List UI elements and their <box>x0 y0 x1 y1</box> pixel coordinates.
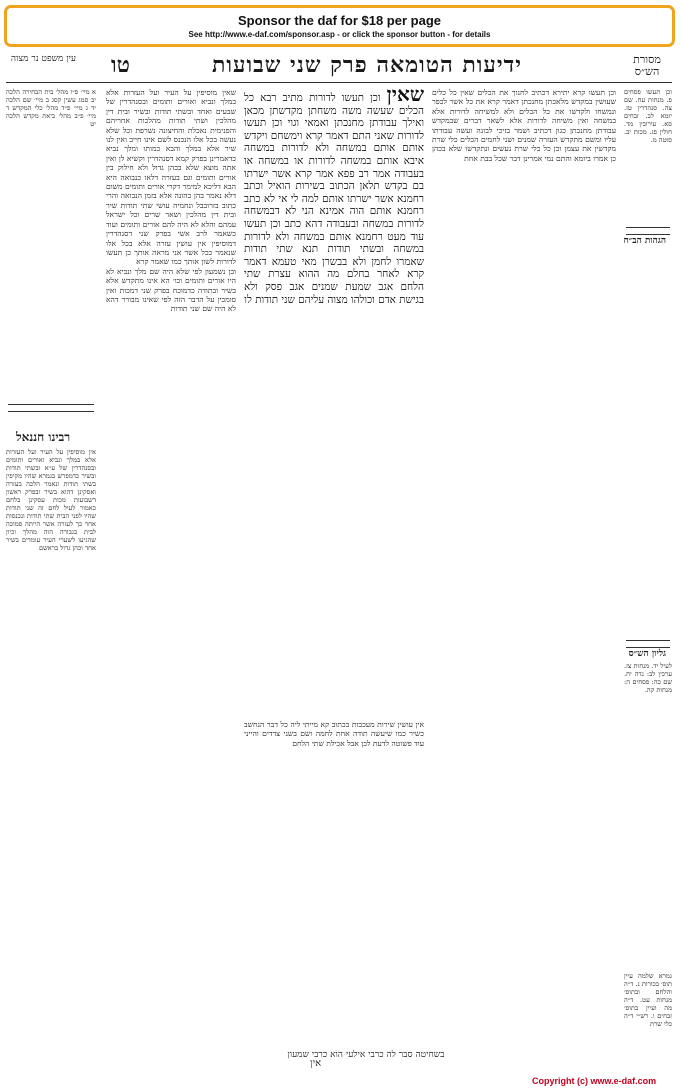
tosafot-lower-text: ובן נשמעון לפי שלא היה שם מלך ונביא לא היו אורים ותומים וכו׳ הא אינו מתקדש אלא בשיר ובתודה כדמוכח בפרק שני דמכות ואין סומכין על הדבר הזה לפי שאינו מבורר דהא לא היה שם שני תודות <box>106 266 236 314</box>
masoret-header: מסורת הש״ס <box>633 53 661 78</box>
masoret-lower <box>624 662 672 962</box>
ornament-divider-2 <box>626 640 670 648</box>
rabbeinu-chananel-text: אין מוסיפין על העיר ועל העזרות אלא במלך ונביא ואורים ותומים ובסנהדרין של ע״א ובשתי תודות ובשיר כדמפרש בגמרא שהיו מקיפין בשתי תודות ונאמר הלכה בעזרה ואסקינן דהוא בשיר ובפרק ראשון דשבועות מכות עסקינן בלחם כאמור לעיל לחם זה שני תודות שהיו לפני הבית שתי תודות ונכנסות אחר כך לעזרה אשר הייתה סמוכה לבית בגבורה הוה מהלך וכיון שהגיעו לשערי העיר עומדים בשיר אחד וכהן גדול בראשם <box>6 448 96 552</box>
copyright-link[interactable]: Copyright (c) www.e-daf.com <box>532 1076 657 1086</box>
ornament-divider <box>626 227 670 235</box>
ornament-divider-3 <box>8 404 94 412</box>
ein-mishpat-header: עין משפט נר מצוה <box>10 54 76 64</box>
rabbeinu-chananel-title: רבינו חננאל <box>16 430 71 444</box>
hagahot-title: הגהות הב״ח <box>623 236 666 246</box>
bottom-line <box>116 1050 616 1070</box>
page-title: ידיעות הטומאה פרק שני שבועות <box>212 52 522 78</box>
talmud-page <box>6 52 672 1072</box>
gilyon-column <box>624 972 672 1052</box>
gilyon-text: גמרא שלמה עיין תוס׳ בכורות נ. ד״ה והלחם ובתוס׳ מנחות עט. ד״ה מה ועיין בתוס׳ זבחים ו. רש״י ד״ה כלי שרת <box>624 972 672 1028</box>
tosafot-column <box>106 88 236 1038</box>
gemara-column <box>244 88 424 708</box>
header-rule <box>6 82 672 83</box>
gilyon-title: גליון הש״ס <box>628 649 666 659</box>
bottom-line-text: בשחיטה סבר לה כרבי אילעי הוא כרבי שמעון <box>287 1050 445 1060</box>
sponsor-banner[interactable] <box>4 5 675 47</box>
tosafot-text: שאין מוסיפין על העיר ועל העזרות אלא במלך ונביא ואורים ותומים ובסנהדרין של שבעים ואחד ובשתי תודות ובשיר ובית דין מהלכין ושתי תודות מהלכות אחריהם והפנימית נאכלת והחיצונה נשרפת וכל שלא נעשה בכל אלו הנכנס לשם אינו חייב ואין לנו שיר אלא במלך והבא כמותו ומלך נביא כדאמרינן בפרק קמא דסנהדרין וקשיא לן ואין אתה מוצא שלא בכהן גדול ולא חילוק בין אורים ותומים וגם בעזרה דלאו כנבואה היא הבא דליכא למימר דקרי אורים ותומים משום דלא נאמר בהן כהונה אלא בזמן הנבואה והרי כתוב בזרובבל ונחמיה עושי שתי תודות שיר ובית דין מהלכין ושאר שרים וכל ישראל עמהם והלא לא היה להם אורים ותומים ועוד כשאמר לרב אשי בפרק שני דסנהדרין דמוסיפין אין עושין עזרה אלא בכל אלו שנאמר ככל אשר אני מראה אותך כן תעשו לדורות לשון אותך כמו שאמר קרא <box>106 88 236 267</box>
gemara-opening-word: שאין <box>386 88 424 106</box>
masoret-lower-text: לעיל יד. מנחות צז. ערכין לב: נדה יח. שם כה: פסחים ה: מנחות קה. <box>624 662 672 694</box>
page-header <box>6 52 672 82</box>
ein-mishpat-column <box>6 88 96 378</box>
sponsor-subtitle[interactable]: See http://www.e-daf.com/sponsor.asp - or click the sponsor button - for details <box>188 30 491 39</box>
rashi-text: וכן תעשו קרא יתירא דכתיב לחנוך את הכלים שאין כל כלים שעושין במקדש מלאכתן מחנכתן דאמר קרא את כל אשר לכפר ונמשחו ולקדשו את כל הכלים ולא למשיחה לדורות אלא במשחה ואין משיחה לדורות אלא לשאר דברים שבמקדש עבודתן מחנכתן כגון דכתיב ושמר בזיכי לבונה ועשה עבודתו עליו ומשם מתקדש העזרה שמנים ושני לחמים הכלים כלי שרת מקדשין את עצמן וכן כל כלי שרת נעשים ונתקדשו שלא בכהן כן אמרו ביומא והתם נמי אמרינן דבר שכל בבת אחת <box>432 88 616 163</box>
sponsor-title[interactable]: Sponsor the daf for $18 per page <box>238 13 441 28</box>
daf-number: טו <box>111 52 130 78</box>
rabbeinu-chananel-column <box>6 448 96 928</box>
lower-gemara-text: אין עושין שירות מעכבות בכתוב קא מייתי ליה כל דבר הנחשב כשיר כמו שיעשה תודה אחת לחמה ושם בשני צדדים והייני עוד פשוטה לדעת לכן אבל אכילת שתי הלחם <box>244 720 424 748</box>
gemara-text: וכן תעשו לדורות מתיב רבא כל הכלים שעשה משה משחתן מקדשתן מכאן ואילך עבודתן מחנכתן ואמאי וגוי וכן תעשו לדורות שאני התם דאמר קרא וימשחם ויקדש אותם אותם במשחה ולא לדורות במשחה איבא אותם במשחה לדורות או במשחה או בעבודה אמר רב פפא אמר קרא אשר ישרתו בם בקדש תלאן הכתוב בשירות הואיל וכתב רחמנא אשר ישרתו אותם למה לי אי לא כתב רחמנא אותם הוה אמינא הני לא דבמשחה לדורות במשחה ובעבודה דהא כתב וכן תעשו עוד מעט רחמנא אותם במשחה ולא לדורות במשחה ובשתי תודות תנא שתי תודות שאמרו לחמן ולא בבשרן <box>244 92 424 268</box>
masoret-text: וכן תעשו פסחים פ. מנחות עח. שם צה. סנהדרין טז. יומא לב. זבחים סא. עירובין מד. חולין פג. מכות יב. סוטה מ. <box>624 88 672 144</box>
ein-mishpat-text: א מיי׳ פ״ו מהל׳ בית הבחירה הלכה יב סמג עשין קסג ב מיי׳ שם הלכה יד ג מיי׳ פ״ד מהל׳ כלי המקדש ד מיי׳ פ״ב מהל׳ ביאת מקדש הלכה יט <box>6 88 96 128</box>
page-label: אין <box>310 1058 322 1069</box>
rashi-column <box>432 88 616 1048</box>
lower-gemara <box>244 720 424 1050</box>
masoret-column <box>624 88 672 648</box>
gemara-mid-text: מאי טעמא דאמר קרא לאחר בחלם מה ההוא עצרת שתי הלחם אגב שמעת שמנים אגב פסק ולא בגישת אדם וכולהו מצוה עליהם שני תודות לו <box>244 255 424 306</box>
